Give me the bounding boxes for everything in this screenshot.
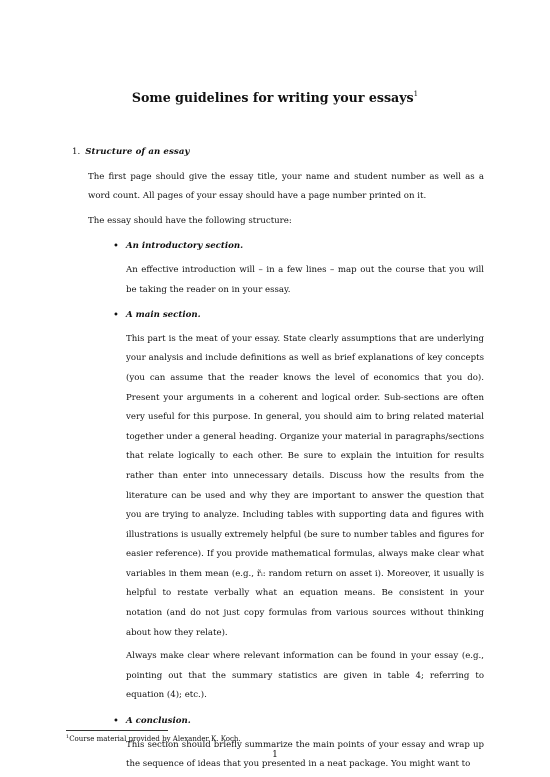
section-title: Structure of an essay: [85, 147, 190, 157]
list-item-paragraph: An effective introduction will – in a few lines – map out the course that you will be taking the reader on in your essay.: [126, 264, 484, 295]
section-number: 1.: [72, 147, 81, 157]
section-paragraph: The essay should have the following structure:: [88, 215, 292, 226]
footnote-rule: [66, 730, 168, 731]
page-number: 1: [272, 750, 278, 760]
bullet-icon: •: [113, 241, 119, 253]
bullet-icon: •: [113, 310, 119, 322]
list-item: [113, 306, 484, 706]
list-item-paragraph: Always make clear where relevant information can be found in your essay (e.g., pointing out that the summary statistics are given in table 4; referring to equation (4); etc.).: [126, 651, 484, 701]
list-item-paragraph: This part is the meat of your essay. State clearly assumptions that are underlying your analysis and include definitions as well as brief explanations of key concepts (you can assume that the reader knows the level of economics that you do). Present your arguments in a coherent and logical order. Sub-sections are often very useful for this purpose. In general, you should aim to bring related material together under a general heading. Organize your material in paragraphs/sections that relate logically to each other. Be sure to explain the intuition for results rather than enter into unnecessary details. Discuss how the results from the literature can be used and why they are important to answer the question that you are trying to analyze. Including tables with supporting data and figures with illustrations is usually extremely helpful (be sure to number tables and figures for easier reference). If you provide mathematical formulas, always make clear what variables in them mean (e.g., r̃ᵢ: random return on asset i). Moreover, it usually is helpful to restate verbally what an equation means. Be consistent in your notation (and do not just copy formulas from various sources without thinking about how they relate).: [126, 333, 484, 638]
title-footnote-mark: 1: [413, 90, 419, 98]
title-text: Some guidelines for writing your essays: [131, 90, 414, 105]
list-item-title: A main section.: [126, 310, 201, 321]
list-item-title: A conclusion.: [126, 716, 191, 727]
section-heading: [72, 143, 484, 163]
footnote-mark: 1: [66, 734, 70, 740]
footnote-text: Course material provided by Alexander K. Koch.: [69, 735, 241, 743]
list-item-title: An introductory section.: [126, 241, 244, 252]
bullet-icon: •: [113, 716, 119, 728]
list-item-paragraph: This section should briefly summarize the main points of your essay and wrap up the sequence of ideas that you presented in a neat package. You might want to: [126, 739, 484, 770]
section-paragraph: The first page should give the essay title, your name and student number as well as a word count. All pages of your essay should have a page number printed on it.: [88, 171, 484, 202]
footnote: [66, 733, 241, 744]
structure-list: [113, 237, 484, 774]
document-title: [0, 90, 550, 105]
document-body: [72, 143, 484, 775]
list-item: [113, 237, 484, 300]
